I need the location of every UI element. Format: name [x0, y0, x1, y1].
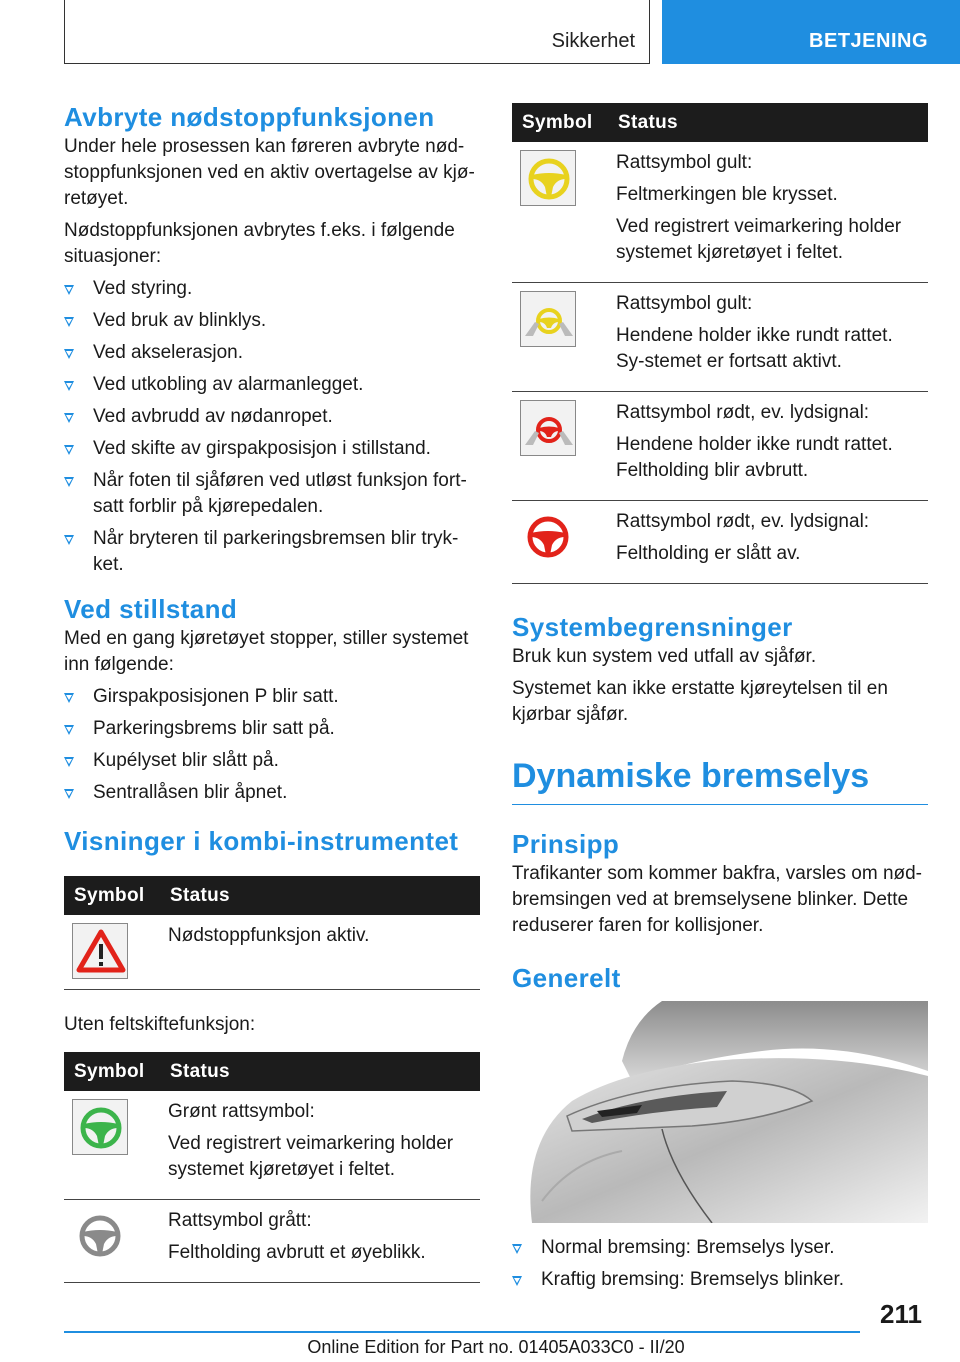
steering-wheel-green-icon — [72, 1099, 128, 1155]
edition-footer: Online Edition for Part no. 01405A033C0 - II/20 — [307, 1337, 685, 1357]
right-column — [512, 103, 928, 1299]
table-header-row — [64, 876, 480, 915]
warning-triangle-icon — [72, 923, 128, 979]
bullet-triangle-icon — [64, 693, 74, 703]
status-text: Grønt rattsymbol: — [168, 1101, 315, 1122]
bullet-triangle-icon — [64, 413, 74, 423]
status-text: Hendene holder ikke rundt rattet. Feltholding blir avbrutt. — [616, 434, 893, 481]
list-item-text: Kraftig bremsing: Bremselys blinker. — [541, 1269, 845, 1290]
table-row — [512, 392, 928, 501]
list-item — [64, 526, 480, 578]
status-text: Ved registrert veimarkering holder systemet kjøretøyet i feltet. — [616, 216, 902, 263]
list-item-text: Ved akselerasjon. — [93, 342, 243, 363]
table-header-row — [512, 103, 928, 142]
symbol-cell — [64, 1091, 160, 1200]
list-item-text: Parkeringsbrems blir satt på. — [93, 718, 335, 739]
symbol-cell — [512, 501, 608, 584]
bullet-triangle-icon — [64, 445, 74, 455]
table-row — [512, 501, 928, 584]
list-item-text: Når bryteren til parkeringsbremsen blir tryk-ket. — [93, 528, 459, 575]
col-symbol: Symbol — [512, 103, 608, 142]
list-item-text: Girspakposisjonen P blir satt. — [93, 686, 339, 707]
heading-principle: Prinsipp — [512, 829, 620, 859]
hands-wheel-yellow-icon — [520, 291, 576, 347]
col-status: Status — [160, 876, 480, 915]
status-cell — [160, 915, 480, 990]
abort-paragraph-1: Under hele prosessen kan føreren avbryte nød-stoppfunksjonen ved en aktiv overtagelse av kjø-retøyet. — [64, 136, 475, 209]
list-item-text: Ved avbrudd av nødanropet. — [93, 406, 333, 427]
section-tab — [64, 0, 650, 64]
list-item-text: Normal bremsing: Bremselys lyser. — [541, 1237, 835, 1258]
list-item-text: Ved bruk av blinklys. — [93, 310, 267, 331]
standstill-list — [64, 684, 480, 806]
list-item — [64, 780, 480, 806]
principle-paragraph: Trafikanter som kommer bakfra, varsles om nød-bremsingen ved at bremselysene blinker. Dette reduserer faren for kollisjoner. — [512, 863, 923, 936]
status-text: Ved registrert veimarkering holder systemet kjøretøyet i feltet. — [168, 1133, 454, 1180]
symbol-cell — [512, 392, 608, 501]
symbol-cell — [512, 283, 608, 392]
brake-light-illustration — [512, 1001, 928, 1223]
list-item — [64, 340, 480, 366]
page-header — [0, 0, 960, 66]
bullet-triangle-icon — [64, 725, 74, 735]
status-text: Rattsymbol grått: — [168, 1210, 312, 1231]
bullet-triangle-icon — [64, 317, 74, 327]
table-row — [512, 142, 928, 283]
list-item — [64, 276, 480, 302]
footer-divider — [64, 1331, 860, 1333]
abort-list — [64, 276, 480, 578]
col-status: Status — [608, 103, 928, 142]
symbol-cell — [64, 1200, 160, 1283]
status-cell — [160, 1091, 480, 1200]
status-text: Feltholding avbrutt et øyeblikk. — [168, 1242, 426, 1263]
general-list — [512, 1235, 928, 1293]
heading-standstill: Ved stillstand — [64, 594, 238, 624]
status-text: Rattsymbol rødt, ev. lydsignal: — [616, 402, 870, 423]
table-header-row — [64, 1052, 480, 1091]
limits-paragraph-1: Bruk kun system ved utfall av sjåfør. — [512, 646, 817, 667]
status-text: Nødstoppfunksjon aktiv. — [168, 925, 370, 946]
heading-limits: Systembegrensninger — [512, 612, 793, 642]
heading-general: Generelt — [512, 963, 621, 993]
bullet-triangle-icon — [512, 1244, 522, 1254]
bullet-triangle-icon — [64, 535, 74, 545]
list-item — [64, 436, 480, 462]
left-column — [64, 100, 480, 1283]
steering-wheel-gray-icon — [72, 1208, 128, 1264]
bullet-triangle-icon — [64, 789, 74, 799]
bullet-triangle-icon — [512, 1276, 522, 1286]
status-cell — [608, 392, 928, 501]
list-item-text: Ved styring. — [93, 278, 193, 299]
table-row — [64, 1091, 480, 1200]
symbol-cell — [64, 915, 160, 990]
col-symbol: Symbol — [64, 1052, 160, 1091]
steering-wheel-yellow-icon — [520, 150, 576, 206]
list-item — [64, 716, 480, 742]
list-item — [64, 372, 480, 398]
section-title: Sikkerhet — [551, 30, 635, 52]
status-cell — [608, 283, 928, 392]
bullet-triangle-icon — [64, 477, 74, 487]
table-row — [64, 1200, 480, 1283]
bullet-triangle-icon — [64, 381, 74, 391]
list-item-text: Kupélyset blir slått på. — [93, 750, 279, 771]
standstill-paragraph: Med en gang kjøretøyet stopper, stiller systemet inn følgende: — [64, 628, 469, 675]
car-rear-light-image — [512, 1001, 928, 1223]
col-symbol: Symbol — [64, 876, 160, 915]
list-item — [64, 684, 480, 710]
list-item-text: Sentrallåsen blir åpnet. — [93, 782, 288, 803]
abort-paragraph-2: Nødstoppfunksjonen avbrytes f.eks. i følgende situasjoner: — [64, 220, 455, 267]
heading-displays: Visninger i kombi-instrumentet — [64, 826, 459, 856]
list-item — [64, 404, 480, 430]
status-text: Hendene holder ikke rundt rattet. Sy-stemet er fortsatt aktivt. — [616, 325, 893, 372]
list-item — [512, 1235, 928, 1261]
status-text: Feltmerkingen ble krysset. — [616, 184, 838, 205]
list-item — [64, 748, 480, 774]
page-number: 211 — [880, 1299, 922, 1329]
status-text: Rattsymbol gult: — [616, 152, 753, 173]
status-text: Rattsymbol rødt, ev. lydsignal: — [616, 511, 870, 532]
bullet-triangle-icon — [64, 349, 74, 359]
status-text: Rattsymbol gult: — [616, 293, 753, 314]
list-item-text: Når foten til sjåføren ved utløst funksjon fort-satt forblir på kjørepedalen. — [93, 470, 467, 517]
list-item-text: Ved skifte av girspakposisjon i stillstand. — [93, 438, 431, 459]
hands-wheel-red-icon — [520, 400, 576, 456]
heading-dynamic-brake-lights: Dynamiske bremselys — [512, 754, 928, 805]
col-status: Status — [160, 1052, 480, 1091]
limits-paragraph-2: Systemet kan ikke erstatte kjøreytelsen til en kjørbar sjåfør. — [512, 678, 888, 725]
status-table-1 — [64, 876, 480, 990]
list-item — [512, 1267, 928, 1293]
heading-abort: Avbryte nødstoppfunksjonen — [64, 102, 435, 132]
status-cell — [160, 1200, 480, 1283]
status-cell — [608, 142, 928, 283]
status-text: Feltholding er slått av. — [616, 543, 801, 564]
table-row — [64, 915, 480, 990]
status-cell — [608, 501, 928, 584]
without-lane-label: Uten feltskiftefunksjon: — [64, 1014, 256, 1035]
list-item-text: Ved utkobling av alarmanlegget. — [93, 374, 364, 395]
list-item — [64, 308, 480, 334]
chapter-title: BETJENING — [809, 30, 928, 52]
status-table-3 — [512, 103, 928, 584]
symbol-cell — [512, 142, 608, 283]
status-table-2 — [64, 1052, 480, 1283]
list-item — [64, 468, 480, 520]
bullet-triangle-icon — [64, 757, 74, 767]
steering-wheel-red-icon — [520, 509, 576, 565]
bullet-triangle-icon — [64, 285, 74, 295]
table-row — [512, 283, 928, 392]
chapter-tab — [662, 0, 960, 64]
